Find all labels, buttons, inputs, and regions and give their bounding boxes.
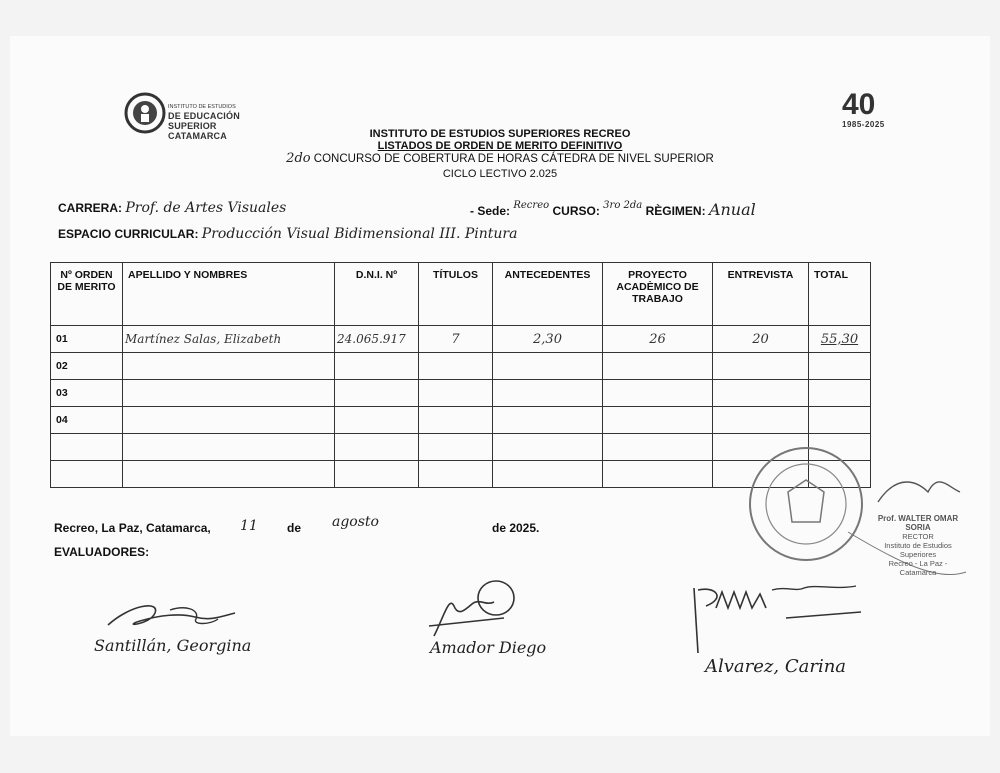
regimen-value: Anual	[708, 200, 756, 219]
cell-orden	[51, 461, 123, 488]
cell-total: 55,30	[809, 326, 871, 353]
cell-dni	[335, 407, 419, 434]
cell-antecedentes: 2,30	[493, 326, 603, 353]
list-title: LISTADOS DE ORDEN DE MERITO DEFINITIVO	[377, 140, 623, 152]
logo-line-2: DE EDUCACIÓN SUPERIOR	[168, 111, 240, 131]
cell-proyecto	[603, 434, 713, 461]
cell-nombre	[123, 461, 335, 488]
cell-orden: 02	[51, 353, 123, 380]
cell-dni	[335, 353, 419, 380]
cell-total	[809, 353, 871, 380]
contest-title	[0, 153, 1000, 165]
col-proyecto: PROYECTO ACADÈMICO DE TRABAJO	[603, 263, 713, 326]
evaluator-name-1: Santillán, Georgina	[94, 636, 252, 655]
cell-nombre	[123, 434, 335, 461]
rector-stamp-text	[872, 514, 964, 577]
date-year: de 2025.	[492, 521, 540, 535]
table-row	[51, 353, 871, 380]
cell-proyecto	[603, 407, 713, 434]
cell-entrevista	[713, 353, 809, 380]
cell-proyecto	[603, 380, 713, 407]
institution-title: INSTITUTO DE ESTUDIOS SUPERIORES RECREO	[369, 128, 631, 140]
table-row	[51, 380, 871, 407]
cell-antecedentes	[493, 434, 603, 461]
rector-role: RECTOR	[902, 532, 934, 541]
evaluator-name-2: Amador Diego	[430, 638, 547, 657]
cell-entrevista	[713, 380, 809, 407]
date-month: agosto	[332, 514, 379, 530]
evaluators-label: EVALUADORES:	[54, 545, 150, 559]
anniversary-logo	[842, 90, 898, 130]
cell-dni: 24.065.917	[335, 326, 419, 353]
cell-nombre	[123, 353, 335, 380]
cell-entrevista	[713, 407, 809, 434]
espacio-line	[58, 226, 517, 242]
cell-antecedentes	[493, 407, 603, 434]
cell-total	[809, 407, 871, 434]
sede-line	[470, 200, 756, 219]
col-entrevista: ENTREVISTA	[713, 263, 809, 326]
curso-value: 3ro 2da	[603, 200, 643, 211]
cell-proyecto: 26	[603, 326, 713, 353]
sede-value: Recreo	[513, 200, 550, 211]
cell-dni	[335, 434, 419, 461]
cell-titulos	[419, 380, 493, 407]
col-total: TOTAL	[809, 263, 871, 326]
cell-entrevista: 20	[713, 326, 809, 353]
carrera-line	[58, 200, 286, 216]
date-day: 11	[240, 518, 258, 534]
cell-antecedentes	[493, 380, 603, 407]
cell-titulos: 7	[419, 326, 493, 353]
cell-titulos	[419, 461, 493, 488]
evaluator-name-3: Alvarez, Carina	[705, 656, 847, 677]
rector-name: Prof. WALTER OMAR SORIA	[877, 514, 959, 532]
logo-line-3: CATAMARCA	[168, 131, 227, 141]
anniversary-years: 1985-2025	[842, 120, 885, 129]
contest-text: CONCURSO DE COBERTURA DE HORAS CÁTEDRA DE NIVEL SUPERIOR	[313, 153, 714, 165]
date-de: de	[287, 521, 302, 535]
cell-titulos	[419, 434, 493, 461]
cell-total	[809, 380, 871, 407]
cycle-title: CICLO LECTIVO 2.025	[442, 168, 558, 180]
col-nombre: APELLIDO Y NOMBRES	[123, 263, 335, 326]
carrera-value: Prof. de Artes Visuales	[125, 200, 287, 216]
signature-2	[424, 576, 524, 646]
signature-1	[100, 595, 250, 635]
espacio-label: ESPACIO CURRICULAR:	[58, 227, 199, 241]
logo-line-1: INSTITUTO DE ESTUDIOS	[168, 104, 236, 110]
rector-institution: Instituto de Estudios Superiores	[884, 541, 952, 559]
cell-nombre: Martínez Salas, Elizabeth	[123, 326, 335, 353]
cell-proyecto	[603, 461, 713, 488]
regimen-label: RÈGIMEN:	[645, 204, 706, 218]
cell-orden: 03	[51, 380, 123, 407]
carrera-label: CARRERA:	[58, 201, 122, 215]
col-antecedentes: ANTECEDENTES	[493, 263, 603, 326]
cell-dni	[335, 380, 419, 407]
contest-number: 2do	[286, 151, 311, 166]
cell-orden: 04	[51, 407, 123, 434]
table-row	[51, 407, 871, 434]
cell-proyecto	[603, 353, 713, 380]
cell-antecedentes	[493, 461, 603, 488]
table-row	[51, 326, 871, 353]
col-orden: Nº ORDEN DE MERITO	[51, 263, 123, 326]
cell-nombre	[123, 407, 335, 434]
signature-3	[686, 578, 866, 658]
anniversary-number: 40	[842, 88, 876, 121]
cell-titulos	[419, 407, 493, 434]
sede-label: - Sede:	[470, 204, 511, 218]
place-label: Recreo, La Paz, Catamarca,	[54, 521, 211, 535]
col-titulos: TÍTULOS	[419, 263, 493, 326]
cell-dni	[335, 461, 419, 488]
col-dni: D.N.I. Nº	[335, 263, 419, 326]
rector-location: Recreo - La Paz - Catamarca	[888, 559, 948, 577]
curso-label: CURSO:	[552, 204, 600, 218]
espacio-value: Producción Visual Bidimensional III. Pintura	[201, 226, 518, 242]
cell-nombre	[123, 380, 335, 407]
cell-orden	[51, 434, 123, 461]
cell-antecedentes	[493, 353, 603, 380]
cell-orden: 01	[51, 326, 123, 353]
cell-titulos	[419, 353, 493, 380]
table-header-row	[51, 263, 871, 326]
